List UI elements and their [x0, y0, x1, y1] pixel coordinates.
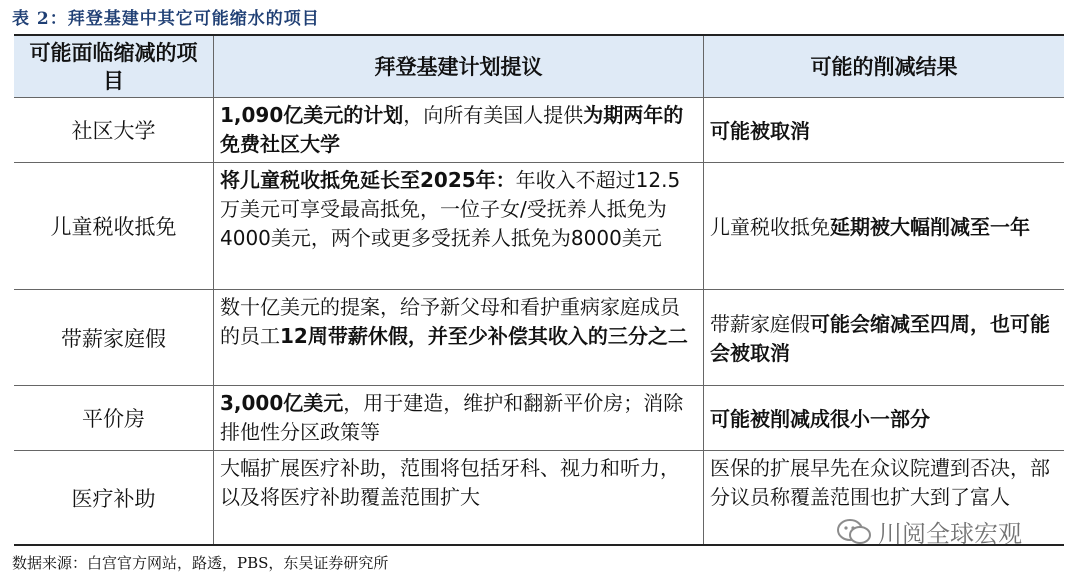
table-row — [14, 163, 1064, 290]
chat-bubble-icon — [836, 518, 872, 546]
row-proposal — [214, 290, 704, 385]
row-proposal — [214, 98, 704, 162]
bold-text: 1,090亿美元的计划 — [220, 103, 404, 127]
plain-text: 数十亿美元的提案，给予新父母和看护重病家庭成员的员工 — [220, 295, 680, 348]
plain-text: 医保的扩展早先在众议院遭到否决，部分议员称覆盖范围也扩大到了富人 — [710, 456, 1050, 509]
plain-text: 大幅扩展医疗补助，范围将包括牙科、视力和听力，以及将医疗补助覆盖范围扩大 — [220, 456, 680, 509]
bold-text: 3,000亿美元 — [220, 391, 344, 415]
bold-text: 12周带薪休假，并至少补偿其收入的三分之二 — [280, 324, 688, 348]
row-result — [704, 386, 1064, 450]
plain-text: ，向所有美国人提供 — [403, 103, 584, 127]
cell-text — [710, 310, 1058, 368]
plain-text: ，用于建造，维护和翻新平价房；消除排他性分区政策等 — [220, 391, 684, 444]
bold-text: 将儿童税收抵免延长至2025年： — [220, 168, 516, 192]
bold-text: 可能被取消 — [710, 119, 810, 143]
row-result — [704, 163, 1064, 289]
cell-text — [220, 389, 697, 447]
row-item: 平价房 — [14, 386, 214, 450]
table-row — [14, 386, 1064, 451]
row-proposal — [214, 386, 704, 450]
bold-text: 延期被大幅削减至一年 — [830, 215, 1030, 239]
cell-text — [220, 101, 697, 159]
cell-text — [710, 213, 1030, 242]
row-proposal — [214, 163, 704, 289]
watermark — [836, 514, 1022, 549]
table-row — [14, 290, 1064, 386]
row-item: 医疗补助 — [14, 451, 214, 544]
bold-text: 可能会缩减至四周，也可能会被取消 — [710, 312, 1050, 365]
plain-text: 带薪家庭假 — [710, 312, 810, 336]
row-item: 社区大学 — [14, 98, 214, 162]
watermark-text: 川阅全球宏观 — [878, 520, 1022, 548]
bold-text: 可能被削减成很小一部分 — [710, 407, 930, 431]
cell-text — [220, 166, 697, 253]
plain-text: 年收入不超过12.5万美元可享受最高抵免，一位子女/受抚养人抵免为4000美元，两个或更多受抚养人抵免为8000美元 — [220, 168, 681, 250]
table-header-row — [14, 36, 1064, 98]
plain-text: 儿童税收抵免 — [710, 215, 830, 239]
row-item: 儿童税收抵免 — [14, 163, 214, 289]
cell-text — [220, 454, 697, 512]
row-result — [704, 98, 1064, 162]
table-caption: 表 2：拜登基建中其它可能缩水的项目 — [12, 9, 320, 29]
bold-text: 为期两年的免费社区大学 — [220, 103, 684, 156]
cell-text — [710, 117, 810, 146]
cell-text — [220, 293, 697, 351]
row-item: 带薪家庭假 — [14, 290, 214, 385]
row-proposal — [214, 451, 704, 544]
row-result — [704, 290, 1064, 385]
source-note: 数据来源：白宫官方网站，路透，PBS，东吴证券研究所 — [12, 554, 389, 572]
header-item: 可能面临缩减的项目 — [14, 36, 214, 97]
header-proposal: 拜登基建计划提议 — [214, 36, 704, 97]
header-result: 可能的削减结果 — [704, 36, 1064, 97]
table-row — [14, 98, 1064, 163]
cell-text — [710, 405, 930, 434]
cell-text — [710, 454, 1058, 512]
data-table — [14, 34, 1064, 546]
